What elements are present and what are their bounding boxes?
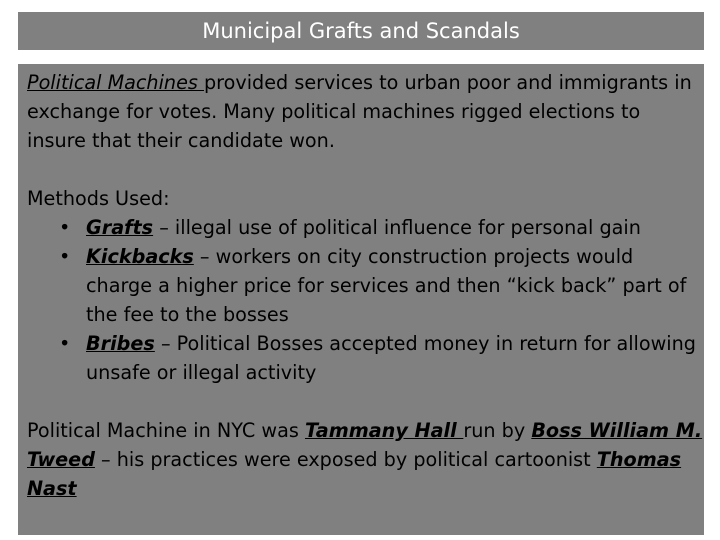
list-item xyxy=(59,213,704,242)
method-term: Bribes xyxy=(86,332,155,355)
closing-term: Thomas Nast xyxy=(27,448,682,500)
closing-text: – his practices were exposed by political cartoonist xyxy=(94,448,597,471)
spacer xyxy=(27,155,704,184)
slide-title-bar xyxy=(18,12,704,50)
method-term: Grafts xyxy=(86,216,154,239)
bullet-icon: • xyxy=(59,216,71,239)
intro-paragraph xyxy=(27,68,704,155)
bullet-icon: • xyxy=(59,332,71,355)
bullet-icon: • xyxy=(59,245,71,268)
closing-paragraph xyxy=(27,416,704,503)
closing-term: Tammany Hall xyxy=(304,419,464,442)
list-item xyxy=(59,329,704,387)
closing-text: run by xyxy=(463,419,532,442)
method-term: Kickbacks xyxy=(86,245,194,268)
slide-content xyxy=(18,64,704,535)
method-text: – workers on city construction projects would charge a higher price for services and then “kick back” part of the fee to the bosses xyxy=(86,245,687,326)
methods-heading: Methods Used: xyxy=(27,187,170,210)
closing-text: Political Machine in NYC was xyxy=(27,419,305,442)
intro-text: provided services to urban poor and immigrants in exchange for votes. Many political machines rigged elections to insure that their candidate won. xyxy=(27,71,692,152)
intro-term: Political Machines xyxy=(27,71,204,94)
spacer xyxy=(27,387,704,416)
methods-list xyxy=(27,213,704,387)
method-text: – Political Bosses accepted money in return for allowing unsafe or illegal activity xyxy=(86,332,696,384)
slide-title: Municipal Grafts and Scandals xyxy=(202,19,520,43)
closing-term: Boss William M. Tweed xyxy=(27,419,703,471)
list-item xyxy=(59,242,704,329)
method-text: – illegal use of political influence for personal gain xyxy=(153,216,641,239)
